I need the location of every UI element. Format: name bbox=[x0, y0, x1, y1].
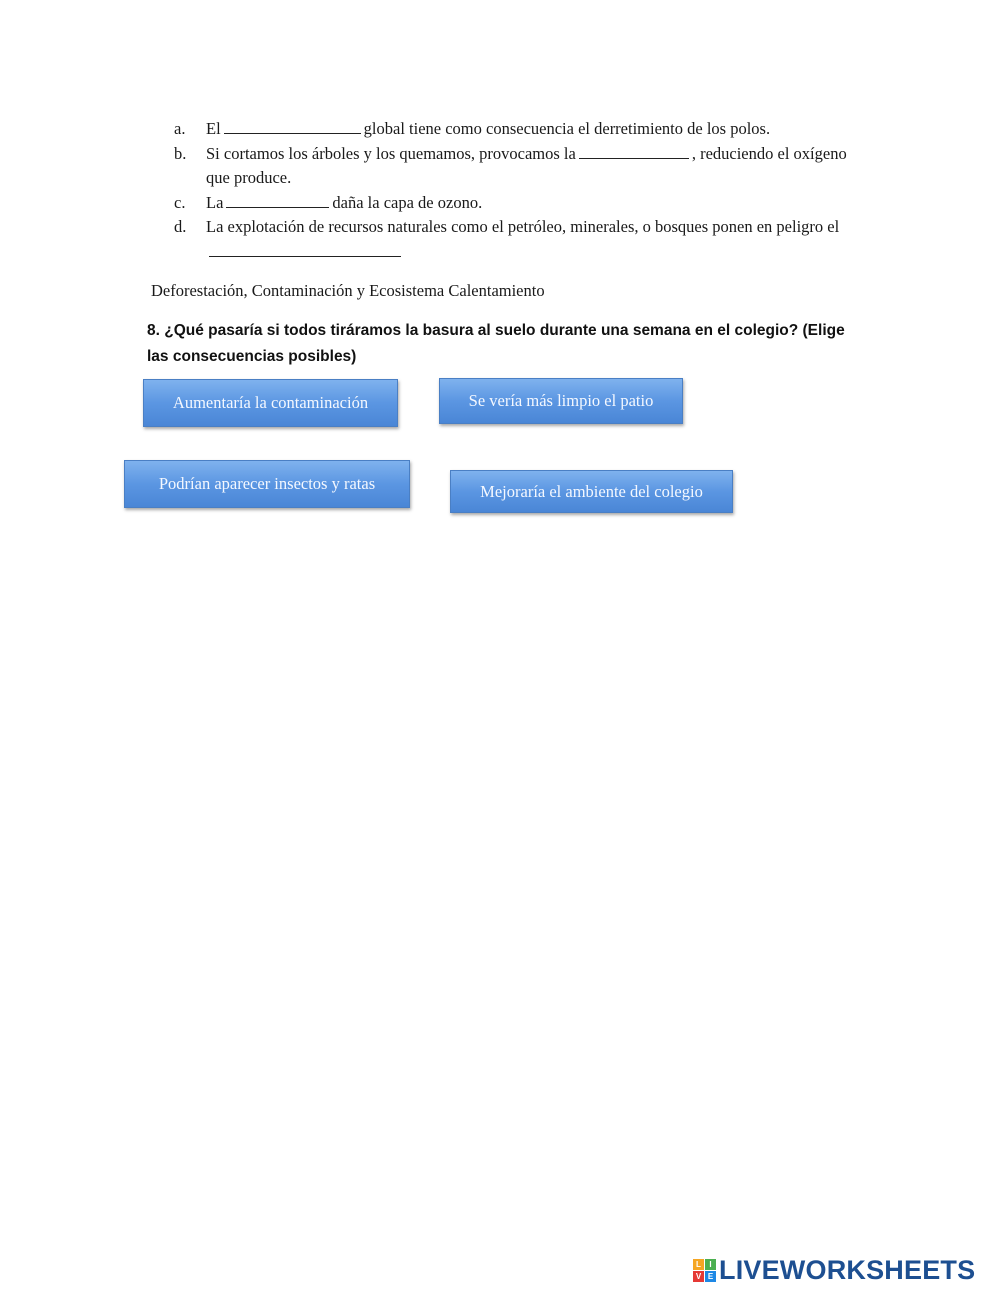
item-letter: d. bbox=[174, 217, 187, 236]
item-letter: b. bbox=[174, 143, 187, 163]
option-mas-limpio-patio[interactable]: Se vería más limpio el patio bbox=[439, 378, 683, 424]
question-8-title: 8. ¿Qué pasaría si todos tiráramos la basura al suelo durante una semana en el colegio? (Elige las consecuencias posibles) bbox=[147, 322, 845, 365]
item-text-before: El bbox=[206, 119, 221, 138]
blank-input-a[interactable] bbox=[224, 132, 361, 134]
fill-item-c bbox=[174, 191, 874, 216]
fill-in-the-blank-list bbox=[174, 117, 874, 264]
logo-mark-letter: I bbox=[705, 1259, 716, 1270]
word-bank: Deforestación, Contaminación y Ecosistema Calentamiento bbox=[151, 281, 545, 300]
item-text-before: La bbox=[206, 192, 224, 212]
item-text-after: daña la capa de ozono. bbox=[332, 192, 483, 212]
item-text-after: , reduciendo el oxígeno que produce. bbox=[206, 143, 847, 187]
option-aumentaria-contaminacion[interactable]: Aumentaría la contaminación bbox=[143, 379, 398, 427]
item-text-after: global tiene como consecuencia el derretimiento de los polos. bbox=[363, 119, 771, 138]
option-insectos-ratas[interactable]: Podrían aparecer insectos y ratas bbox=[124, 460, 410, 508]
option-mejoraria-ambiente[interactable]: Mejoraría el ambiente del colegio bbox=[450, 470, 733, 513]
live-logo-icon bbox=[693, 1259, 716, 1282]
fill-item-b bbox=[174, 142, 874, 191]
item-letter: c. bbox=[174, 192, 186, 212]
item-text-before: Si cortamos los árboles y los quemamos, provocamos la bbox=[206, 143, 576, 163]
logo-mark-letter: E bbox=[705, 1271, 716, 1282]
item-text-before: La explotación de recursos naturales como el petróleo, minerales, o bosques ponen en peligro el bbox=[206, 217, 840, 236]
liveworksheets-logo bbox=[693, 1256, 975, 1284]
blank-input-d[interactable] bbox=[209, 255, 401, 257]
item-letter: a. bbox=[174, 119, 186, 138]
fill-item-d bbox=[174, 215, 874, 264]
logo-mark-letter: V bbox=[693, 1271, 704, 1282]
blank-input-b[interactable] bbox=[579, 157, 689, 159]
blank-input-c[interactable] bbox=[226, 206, 329, 208]
fill-item-a bbox=[174, 117, 874, 142]
logo-mark-letter: L bbox=[693, 1259, 704, 1270]
brand-name: LIVEWORKSHEETS bbox=[719, 1255, 976, 1285]
